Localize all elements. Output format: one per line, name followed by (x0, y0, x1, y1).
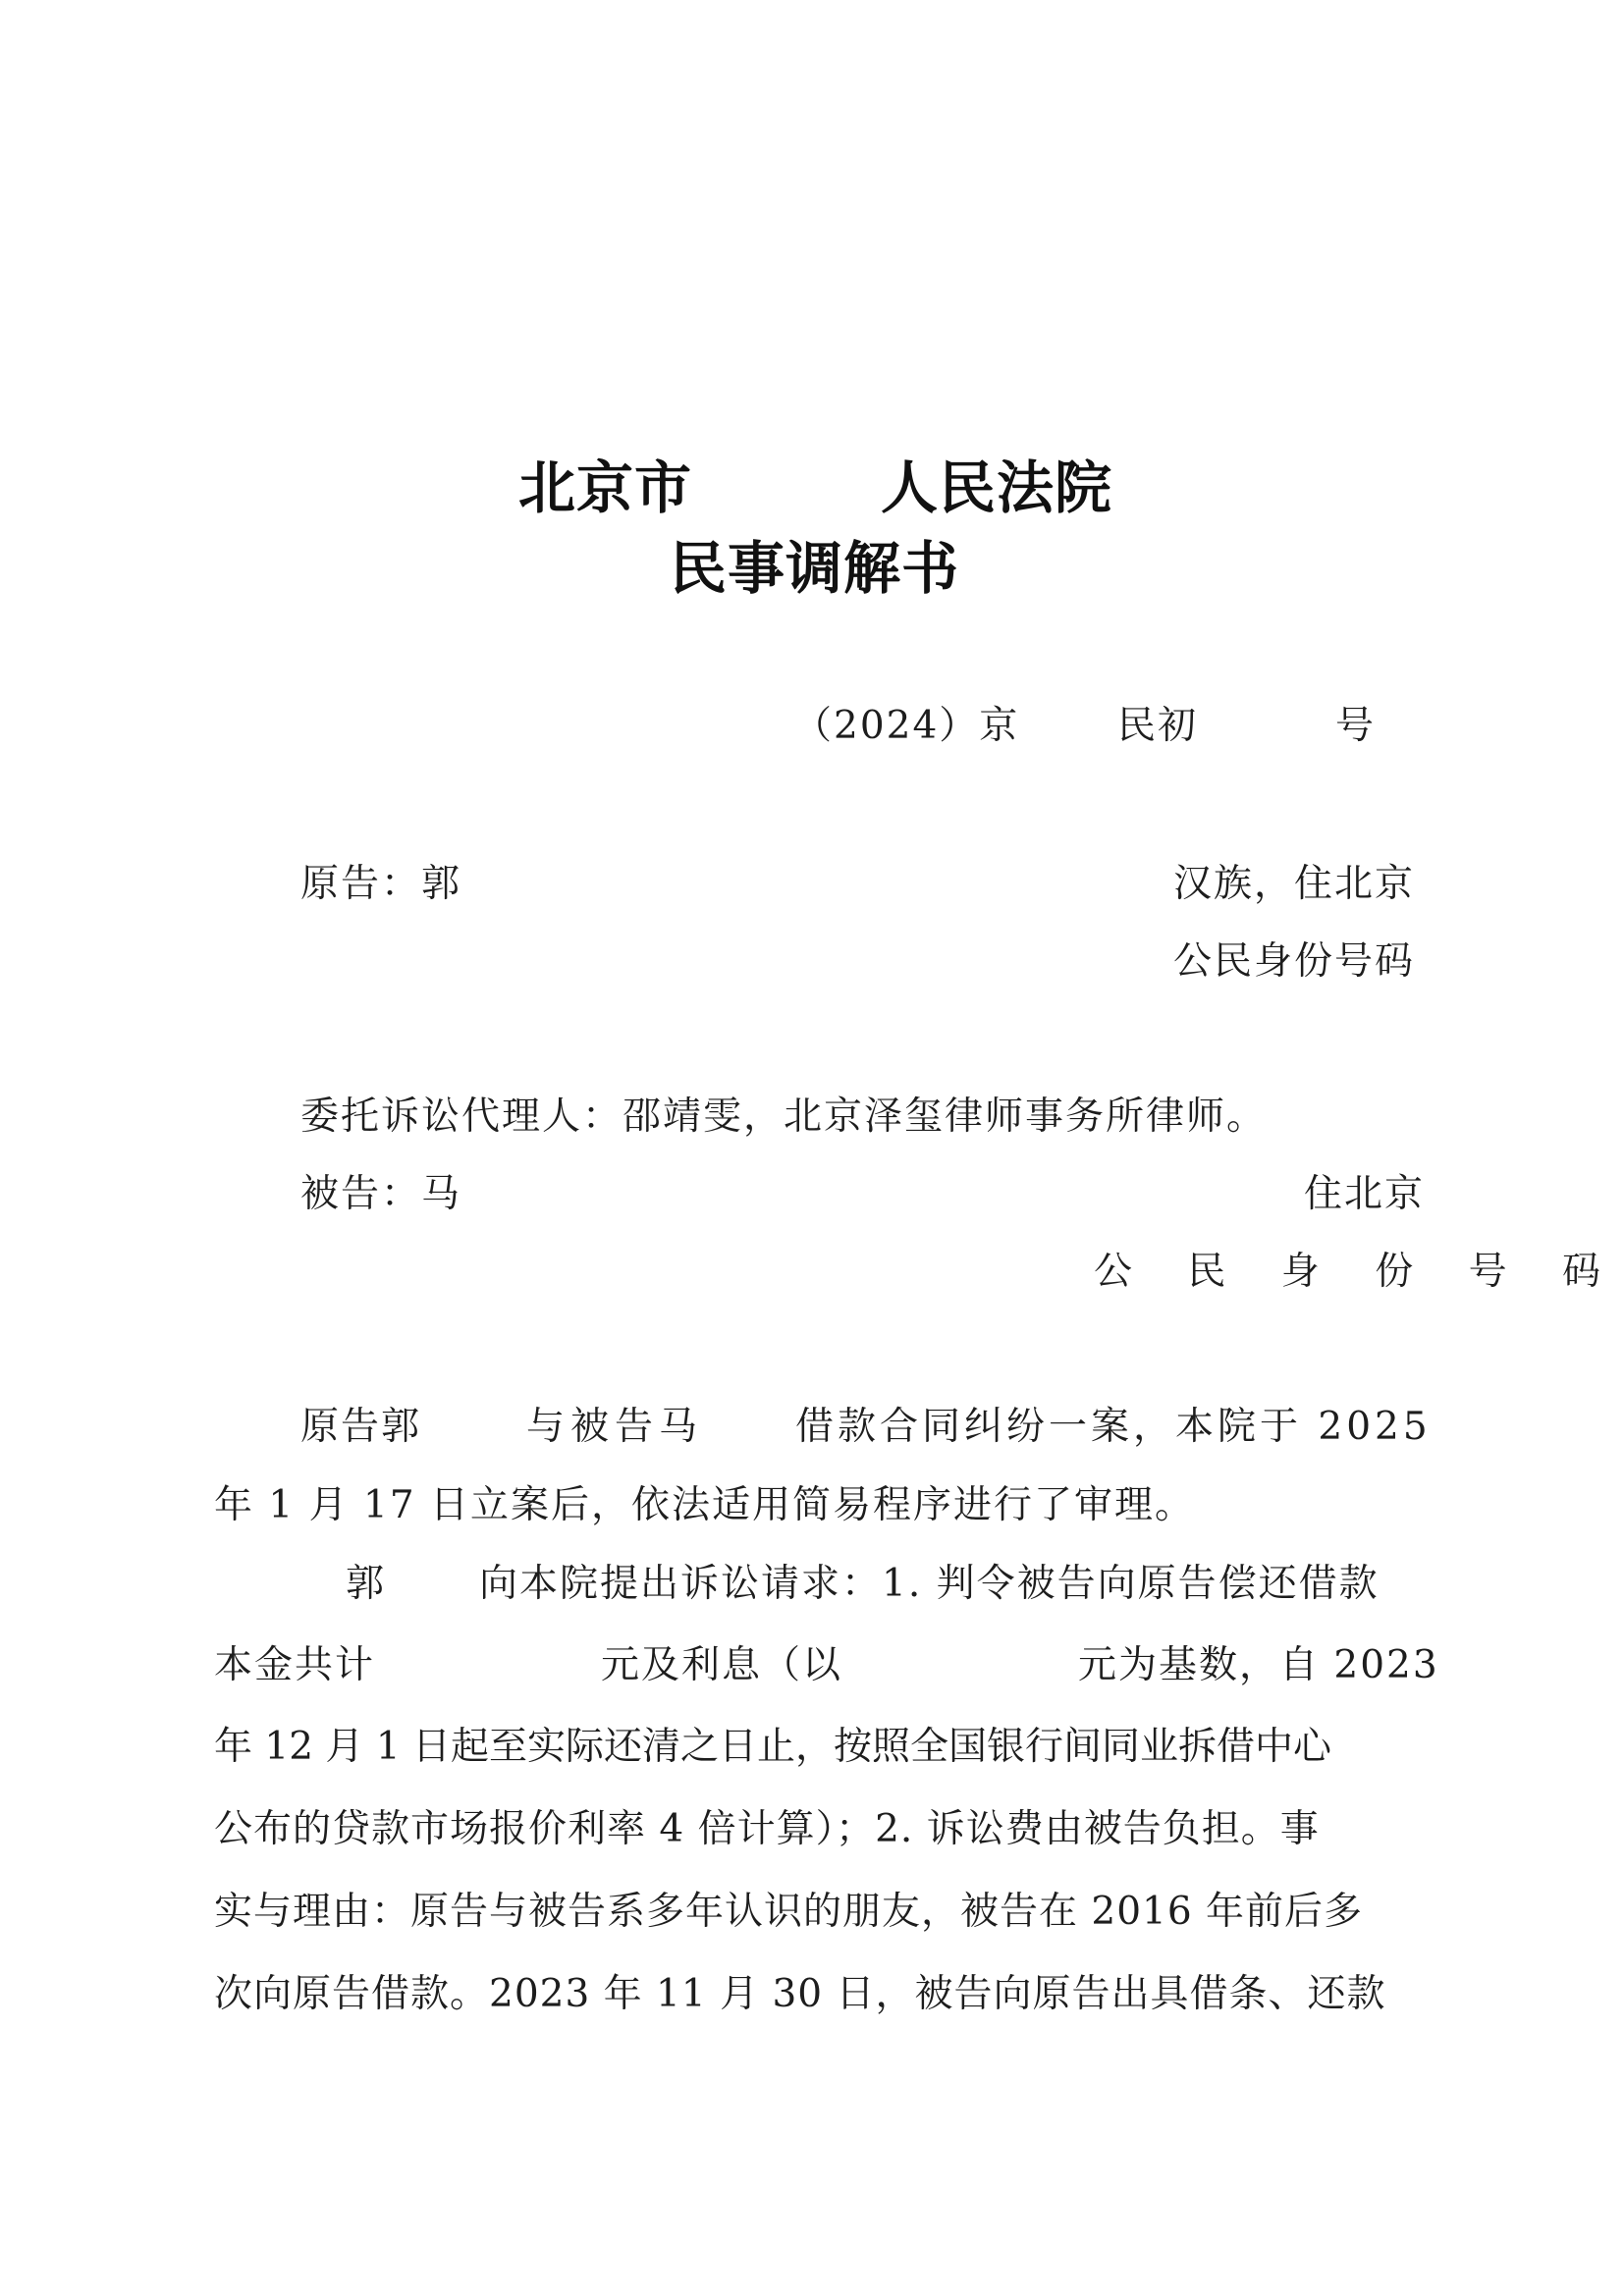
para2-line2-b: 元及利息（以 (601, 1643, 843, 1687)
para2-line2-a: 本金共计 (214, 1643, 376, 1687)
defendant-id-label: 公 民 身 份 号 码 (1094, 1250, 1622, 1294)
defendant-label: 被告：马 (300, 1172, 462, 1216)
court-name-part2: 人民法院 (881, 454, 1113, 521)
plaintiff-id-label: 公民身份号码 (1173, 939, 1416, 984)
case-number-prefix: （2024）京 (793, 704, 1020, 748)
para2-line4: 公布的贷款市场报价利率 4 倍计算）；2. 诉讼费由被告负担。事 (214, 1807, 1320, 1851)
para2-line2-c: 元为基数，自 2023 (1078, 1643, 1439, 1687)
defendant-address: 住北京 (1304, 1172, 1426, 1216)
plaintiff-address: 汉族，住北京 (1173, 862, 1416, 906)
para1-seg3: 借款合同纠纷一案，本院于 2025 (795, 1405, 1432, 1449)
case-number-middle: 民初 (1117, 704, 1199, 748)
para2-line3: 年 12 月 1 日起至实际还清之日止，按照全国银行间同业拆借中心 (214, 1725, 1332, 1769)
court-name-part1: 北京市 (518, 454, 693, 521)
para1-line2: 年 1 月 17 日立案后，依法适用简易程序进行了审理。 (214, 1483, 1196, 1527)
para2-seg1: 郭 (346, 1562, 387, 1606)
para2-line6: 次向原告借款。2023 年 11 月 30 日，被告向原告出具借条、还款 (214, 1972, 1386, 2016)
plaintiff-label: 原告：郭 (300, 862, 462, 906)
agent-line: 委托诉讼代理人：邵靖雯，北京泽玺律师事务所律师。 (300, 1095, 1268, 1139)
para2-seg2: 向本院提出诉讼请求：1. 判令被告向原告偿还借款 (479, 1562, 1380, 1606)
para1-seg1: 原告郭 (300, 1405, 422, 1449)
para2-line5: 实与理由：原告与被告系多年认识的朋友，被告在 2016 年前后多 (214, 1890, 1364, 1934)
para1-seg2: 与被告马 (526, 1405, 704, 1449)
case-number-suffix: 号 (1335, 704, 1377, 748)
document-title: 民事调解书 (670, 535, 960, 602)
